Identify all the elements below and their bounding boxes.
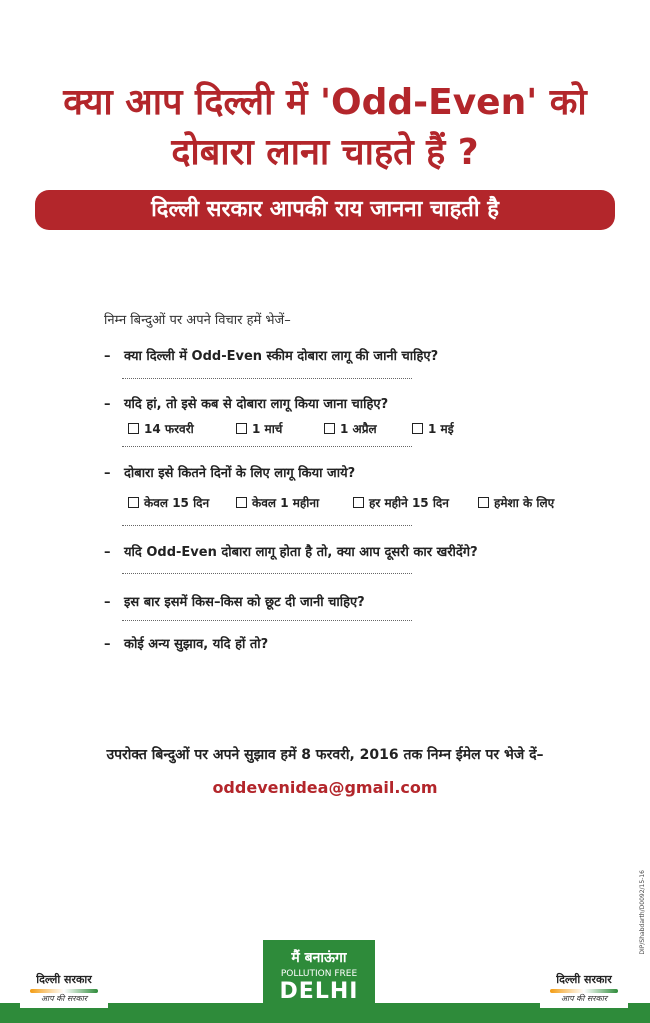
delhi-govt-seal-right: दिल्ली सरकार आप की सरकार <box>540 972 628 1008</box>
checkbox-icon[interactable] <box>412 423 423 434</box>
question-6 <box>104 634 268 652</box>
checkbox-icon[interactable] <box>324 423 335 434</box>
question-4 <box>104 542 478 560</box>
answer-line-3[interactable] <box>122 525 412 526</box>
delhi-govt-seal-left: दिल्ली सरकार आप की सरकार <box>20 972 108 1008</box>
question-dash: – <box>104 595 111 610</box>
duration-option-4[interactable]: हमेशा के लिए <box>478 494 554 511</box>
question-5 <box>104 592 365 610</box>
checkbox-icon[interactable] <box>353 497 364 508</box>
headline-line-2: दोबारा लाना चाहते हैं ? <box>171 132 479 173</box>
question-text: यदि हां, तो इसे कब से दोबारा लागू किया जाना चाहिए? <box>124 397 389 412</box>
duration-option-1[interactable]: केवल 15 दिन <box>128 494 209 511</box>
duration-option-2[interactable]: केवल 1 महीना <box>236 494 319 511</box>
checkbox-icon[interactable] <box>236 423 247 434</box>
answer-line-1[interactable] <box>122 378 412 379</box>
pollution-free-delhi-logo: मैं बनाऊंगा POLLUTION FREE DELHI <box>263 940 375 1023</box>
dip-code: DIP/Shabdarth/D0092/15-16 <box>639 870 646 955</box>
email-link[interactable]: oddevenidea@gmail.com <box>212 778 438 797</box>
question-1 <box>104 346 438 364</box>
date-option-3[interactable]: 1 अप्रैल <box>324 420 377 437</box>
checkbox-icon[interactable] <box>128 497 139 508</box>
question-text: क्या दिल्ली में Odd-Even स्कीम दोबारा लागू की जानी चाहिए? <box>124 349 439 364</box>
question-text: कोई अन्य सुझाव, यदि हों तो? <box>124 637 269 652</box>
intro-text: निम्न बिन्दुओं पर अपने विचार हमें भेजें– <box>104 313 291 328</box>
submission-instructions: उपरोक्त बिन्दुओं पर अपने सुझाव हमें 8 फरवरी, 2016 तक निम्न ईमेल पर भेजे दें– <box>106 747 544 763</box>
question-dash: – <box>104 637 111 652</box>
date-option-1[interactable]: 14 फरवरी <box>128 420 194 437</box>
date-option-2[interactable]: 1 मार्च <box>236 420 282 437</box>
question-3 <box>104 463 355 481</box>
headline <box>0 78 650 178</box>
question-dash: – <box>104 349 111 364</box>
question-2 <box>104 394 388 412</box>
date-option-4[interactable]: 1 मई <box>412 420 454 437</box>
question-text: दोबारा इसे कितने दिनों के लिए लागू किया जाये? <box>124 466 356 481</box>
question-dash: – <box>104 466 111 481</box>
question-text: इस बार इसमें किस–किस को छूट दी जानी चाहिए? <box>124 595 365 610</box>
subtitle-banner: दिल्ली सरकार आपकी राय जानना चाहती है <box>35 190 615 230</box>
headline-line-1: क्या आप दिल्ली में 'Odd-Even' को <box>63 82 587 123</box>
checkbox-icon[interactable] <box>128 423 139 434</box>
answer-line-2[interactable] <box>122 446 412 447</box>
checkbox-icon[interactable] <box>236 497 247 508</box>
question-dash: – <box>104 397 111 412</box>
question-dash: – <box>104 545 111 560</box>
duration-option-3[interactable]: हर महीने 15 दिन <box>353 494 449 511</box>
answer-line-4[interactable] <box>122 573 412 574</box>
answer-line-5[interactable] <box>122 620 412 621</box>
checkbox-icon[interactable] <box>478 497 489 508</box>
question-text: यदि Odd-Even दोबारा लागू होता है तो, क्या आप दूसरी कार खरीदेंगे? <box>124 545 478 560</box>
